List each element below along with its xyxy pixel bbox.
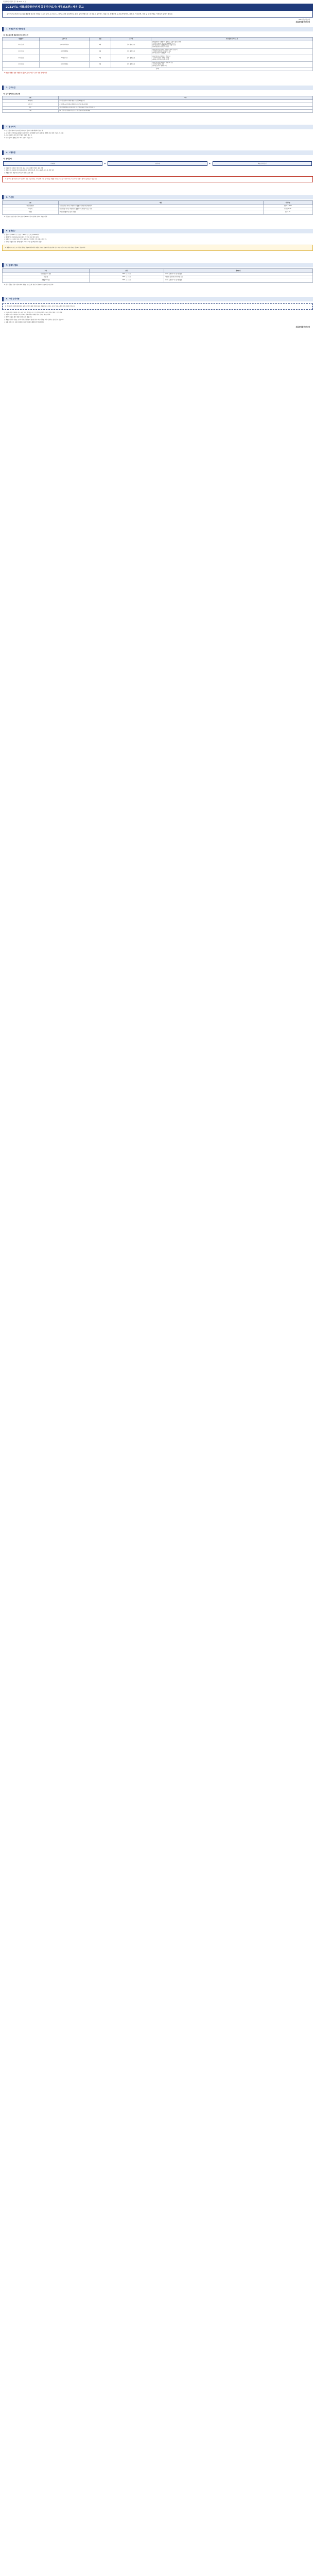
section-7-note: ※ 상기 일정은 기관 사정에 따라 변경될 수 있으며, 변경 시 홈페이지를 통해 안내합니다. [4,283,54,285]
col-header: 가산비율 [263,201,312,205]
title-banner [2,4,313,18]
cell-key: 근무시간 [3,103,59,106]
cell-target: 국가유공자 등 예우 및 지원에 관한 법률 등에 의한 취업지원대상자 [58,205,263,208]
duty-line: [주요업무] 민원 응대 및 전화 안내, 회의 자료 준비 [152,49,178,51]
table-row [3,41,313,48]
col-header: 인원 [89,37,111,41]
caution-line: ○ 적격자가 없는 경우 채용하지 않을 수 있습니다. [4,316,32,318]
cell-date: 2021. ○. ○.(○) [89,279,164,282]
section-2-subheading: 나. 근무형태 및 근로조건 [3,92,21,95]
caution-line: ○ 최종합격자가 임용을 포기하거나 결격사유가 발생한 경우 차순위자를 추가 합격자로 결정할 수 있습니다. [4,318,64,320]
cell-dept: 소비자위해예방국 [40,41,89,48]
section-1-subheading: 가. 채용분야별 채용인원 및 자격요건 [3,33,28,36]
table-row [3,279,313,282]
application-line: ○ 접수방법: 전자우편(e-mail) 접수 (방문 및 우편 접수 불가) [4,236,39,238]
process-steps [3,161,312,166]
announce-org: 식품의약품안전처장 [295,21,310,23]
announcement-page [2,0,313,334]
cell-total: 총 4명 [3,68,313,71]
process-line: ○ 서류전형: 자격요건 적격 여부 판단 후 채용인원의 5배수 내외 선발 [4,167,43,169]
application-line: ○ 접수기간: 2021. ○. ○.(○) ~ 2021. ○. ○.(○) 18:00까지 [4,233,40,235]
cell-value: 주 5일(월~금) 09:00~18:00 (휴게시간 12:00~13:00) [58,103,312,106]
eligibility-line: 나. 남자의 경우 병역을 필하였거나 면제된 자 (전역예정자로서 최종시험 예정일 이전 전역 가능한 자 포함) [4,132,64,134]
table-row [3,61,313,67]
process-step: 면접시험 [108,161,207,166]
duty-line: [자격요건] 사무 경력자 우대 [152,64,167,66]
caution-line: ○ 응시원서의 기재사항 착오, 누락 또는 연락불능 등으로 인한 불이익은 응시자 본인의 책임으로 합니다. [4,311,63,313]
cell-rate: 만점의 5~10% [263,205,312,208]
cell-target: 의사상자 등 예우 및 지원에 관한 법률에 의한 의사상자 및 그 가족 [58,208,263,211]
application-line: ○ 자격요건 증빙서류: 경력증명서, 자격증 사본 등 (해당자에 한함) [4,241,42,243]
cell-duties [151,49,313,55]
cell-rate: 만점의 5% [263,211,312,214]
caution-line: ○ 제출서류의 기재사항이 사실과 다르거나 허위로 판명될 경우 합격을 취소합니다. [4,314,50,316]
col-header: 근무지 [111,37,151,41]
header-label: 식품의약품안전처 공고 제 2021 - 0 호 [3,1,26,3]
col-header: 구분 [3,201,59,205]
process-line: ○ 최종합격자: 면접시험 성적 고득점자 순으로 결정 [4,172,33,174]
col-header: 근무부서 [40,37,89,41]
cell-method: 식약처 홈페이지 게시 및 개별 통보 [164,273,312,276]
cell-key: 보수 [3,106,59,109]
eligibility-line: 라. 최종합격자 발표일 이후 즉시 근무가 가능한 자 [4,137,32,139]
application-line: ○ 제출서류: 응시원서 1부, 자기소개서 1부, 개인정보 수집·이용 동의서 1부 [4,239,47,241]
col-header: 주요업무 및 자격요건 [151,37,313,41]
duty-line: [자격요건] 컴퓨터 활용능력(한글, 엑셀) 우수자 [152,44,176,46]
caution-line: ○ 채용 관련 문의: 식품의약품안전처 운영지원과 (☎ 043-719-0000) [4,321,44,323]
positions-table [2,37,313,72]
duty-line: 사업 관련 통계자료 정리 및 입력 보조 [152,50,171,53]
cell-target: 장애인복지법에 따른 등록 장애인 [58,211,263,214]
cell-key: 취업지원대상자 [3,205,59,208]
eligibility-line: 다. 채용신체검사 결과 직무수행에 지장이 없는 자 [4,134,32,137]
col-header: 내용 [58,96,312,99]
process-details [2,167,313,174]
cell-duties [151,41,313,48]
cell-rate: 만점의 3~5% [263,208,312,211]
section-4-heading: 4. 시험방법 [2,150,313,155]
duty-line: 문서 작성·정리 및 자료 입력, 물품관리 보조 등 [152,43,176,45]
arrow-right-icon: ▶ [104,162,106,165]
cell-dept: 의약품안전국 [40,55,89,61]
table-row [3,49,313,55]
conditions-table [2,96,313,113]
cell-key: 면접시험 [3,276,90,279]
schedule-table [2,268,313,282]
section-2-heading: 2. 근무조건 [2,86,313,90]
cell-value: 공무직근로자(무기계약) 채용, 수습기간 3개월 운영 [58,100,312,103]
cell-place: 충북 청주(오송) [111,49,151,55]
section-1-heading: 1. 채용분야 및 채용인원 [2,27,313,31]
duty-line: [주요업무] 부서 일반 행정 업무 보조 [152,55,171,57]
section-5-note: ※ 가산점은 면접시험 각 과목 만점의 40% 이상 득점자에 한하여 적용합니다. [4,215,48,217]
table-total-row [3,68,313,71]
cell-value: 4대 보험 가입, 연차휴가 등은 근로기준법 및 관련 규정에 따름 [58,110,312,113]
general-notice: ※ 본 채용은 식품의약품안전처 공무직근로자 채용 절차에 따라 진행되며, 응시자는 공고문 내용을 충분히 숙지하여야 합니다. [2,303,313,310]
eligibility-line: 가. 공고일 현재 국가공무원법 제33조의 결격사유에 해당하지 않는 자 [4,129,43,131]
col-header: 구분 [3,269,90,273]
section-8-heading: 8. 기타 유의사항 [2,297,313,301]
cell-field: 사무보조원 [3,61,40,67]
cell-key: 기타 [3,110,59,113]
table-row [3,110,313,113]
cell-count: 1명 [89,41,111,48]
cell-count: 1명 [89,55,111,61]
section-7-heading: 7. 합격자 발표 [2,263,313,268]
caution-list [2,312,313,324]
cell-place: 충북 청주(오송) [111,61,151,67]
cell-method: 서류전형 합격자에 한하여 개별 통보 [164,276,312,279]
cell-key: 최종합격자 발표 [3,279,90,282]
duty-line: [자격요건] 문서작성 능력 우수자 [152,58,169,60]
cell-count: 1명 [89,61,111,67]
duty-line: [자격요건] 컴퓨터 활용능력 우수자 [152,52,170,54]
col-header: 발표방법 [164,269,312,273]
arrow-right-icon: ▶ [209,162,211,165]
cell-date: 2021. ○. ○.(○) [89,276,164,279]
section-6-heading: 6. 원서접수 [2,229,313,233]
application-notice: ※ 제출서류는 반드시 지정된 양식을 사용하여야 하며, 제출된 서류는 반환하지 않습니다. 접수 마감시간 이후 도착한 서류는 접수하지 않습니다. [2,245,313,251]
section-3-heading: 3. 응시자격 [2,125,313,129]
cell-dept: 식품안전정책국 [40,49,89,55]
section-4-subheading: 가. 전형단계 [3,157,12,160]
duty-line: [우대사항] 관련 분야 근무경력자 [152,46,169,48]
closing-org: 식품의약품안전처장 [295,326,310,329]
cell-method: 식약처 홈페이지 게시 및 개별 통보 [164,279,312,282]
duty-line: 자료 정리 및 보관, 우편물 처리 등 [152,57,169,59]
cell-count: 1명 [89,49,111,55]
process-step: 서류전형 [3,161,102,166]
process-line: ○ 면접시험: 서류전형 합격자를 대상으로 직무수행능력, 의사소통능력, 태도 등 종합 평가 [4,170,55,172]
cell-dept: 의료기기안전국 [40,61,89,67]
col-header: 일정 [89,269,164,273]
table-row [3,55,313,61]
cell-key: 서류전형 합격자 발표 [3,273,90,276]
table-row [3,211,313,214]
cell-place: 충북 청주(오송) [111,41,151,48]
blind-hiring-notice: ※ 응시자는 응시원서 및 자기소개서 작성 시 출신학교, 가족관계, 사진 등 개인을 식별할 수 있는 내용을 기재하여서는 아니 되며, 기재 시 불이익을 받을 수 있습니다. [2,176,313,182]
process-step: 최종합격자 결정 [213,161,312,166]
col-header: 대상 [58,201,263,205]
col-header: 채용분야 [3,37,40,41]
duty-line: [주요업무] 부서 행정·서무 업무 보조, 공문서 접수 및 배부 [152,41,181,43]
section-1-note: ※ 채용분야별로 중복 지원할 수 없으며, 중복 지원 시 모두 무효 처리합니다. [4,72,47,74]
cell-field: 사무보조원 [3,49,40,55]
cell-value: 식품의약품안전처 공무직근로자 보수 기준에 따름 (기본급, 각종 수당 등) [58,106,312,109]
cell-field: 사무보조원 [3,55,40,61]
cell-field: 사무보조원 [3,41,40,48]
cell-key: 계약형태 [3,100,59,103]
cell-key: 의사상자 [3,208,59,211]
duty-line: [주요업무] 예산·회계 관련 서류 정리 보조 [152,61,173,63]
col-header: 구분 [3,96,59,99]
announce-date: 2021년 ○월 ○일 [299,19,310,21]
cell-place: 충북 청주(오송) [111,55,151,61]
application-details [2,234,313,243]
intro-text: 공무직근로자(사무보조원) 채용에 필요한 사항을 다음과 같이 공고하오니, 자격을 갖춘 분들께서는 많은 응시 바랍니다. 본 채용은 블라인드 채용으로 진행되며, 응시원서에 학력, 출신지, 가족관계, 사진 등 인적사항을 기재하지 않아야 합니다. [7,12,173,15]
page-title: 2021년도 식품의약품안전처 공무직근로자(사무보조원) 채용 공고 [3,4,312,11]
cell-key: 장애인 [3,211,59,214]
duty-line: 각종 자료 입력 및 관리 [152,63,164,65]
bonus-points-table [2,200,313,214]
cell-date: 2021. ○. ○.(○) [89,273,164,276]
section-5-heading: 5. 가산점 [2,195,313,200]
